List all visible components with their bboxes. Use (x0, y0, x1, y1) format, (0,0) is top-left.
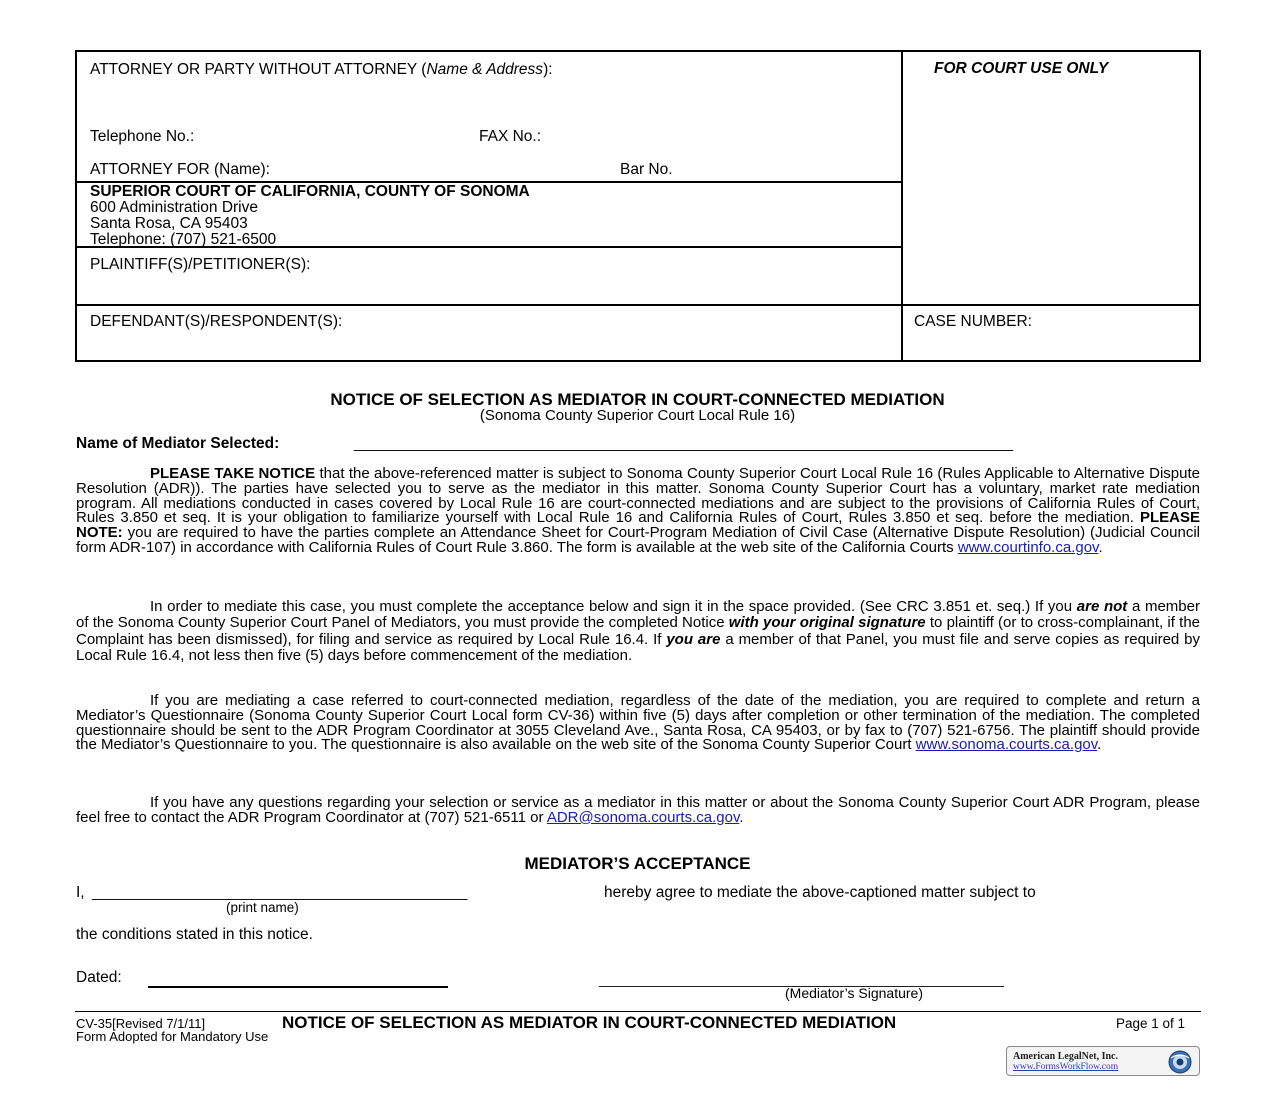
legalnet-badge[interactable] (1006, 1046, 1200, 1076)
plaintiff-label: PLAINTIFF(S)/PETITIONER(S): (90, 256, 311, 273)
acceptance-heading: MEDIATOR’S ACCEPTANCE (524, 854, 751, 873)
attorney-label: ATTORNEY OR PARTY WITHOUT ATTORNEY (Name & Address): (90, 61, 553, 78)
court-telephone: Telephone: (707) 521-6500 (90, 231, 277, 248)
page-number: Page 1 of 1 (1116, 1016, 1186, 1031)
case-number-label: CASE NUMBER: (914, 313, 1032, 330)
signature-label: (Mediator’s Signature) (785, 985, 923, 1001)
page-subtitle: (Sonoma County Superior Court Local Rule 16) (479, 407, 796, 424)
sonoma-courts-link[interactable]: www.sonoma.courts.ca.gov (915, 736, 1098, 754)
dated-field[interactable] (148, 986, 448, 988)
footer-rule (75, 1011, 1201, 1012)
attorney-for-label: ATTORNEY FOR (Name): (90, 161, 270, 178)
caption-divider-parties (77, 304, 1199, 306)
bar-no-label: Bar No. (620, 161, 673, 178)
fax-label: FAX No.: (479, 128, 542, 145)
defendant-label: DEFENDANT(S)/RESPONDENT(S): (90, 313, 343, 330)
form-adopted: Form Adopted for Mandatory Use (76, 1029, 269, 1044)
court-address-line2: Santa Rosa, CA 95403 (90, 215, 248, 232)
questionnaire-paragraph: If you are mediating a case referred to court-connected mediation, regardless of the date of the mediation, you are required to complete and return a Mediator’s Questionnaire (Sonoma County Superior Court Local form CV-36) within five (5) days after completion or other termination of the mediation. The completed questionnaire should be sent to the ADR Program Coordinator at 3055 Cleveland Ave., Santa Rosa, CA 95403, or by fax to (707) 521-6756. The plaintiff should provide the Mediator’s Questionnaire to you. The questionnaire is also available on the web site of the Sonoma County Superior Court www.sonoma.courts.ca.gov. (76, 692, 1200, 754)
footer-title: NOTICE OF SELECTION AS MEDIATOR IN COURT-CONNECTED MEDIATION (282, 1013, 897, 1032)
notice-paragraph: PLEASE TAKE NOTICE that the above-referenced matter is subject to Sonoma County Superior Court Local Rule 16 (Rules Applicable to Alternative Dispute Resolution (ADR)). The parties have selected you to serve as the mediator in this matter. Sonoma County Superior Court has a voluntary, market rate mediation program. All mediations conducted in cases covered by Local Rule 16 are court-connected mediations and are subject to the provisions of California Rules of Court, Rules 3.850 et seq. It is your obligation to familiarize yourself with Local Rule 16 and California Rules of Court, Rules 3.850 et seq. before the mediation. PLEASE NOTE: you are required to have the parties complete an Attendance Sheet for Court-Program Mediation of Civil Case (Alternative Dispute Resolution) (Judicial Council form ADR-107) in accordance with California Rules of Court Rule 3.860. The form is available at the web site of the California Courts www.courtinfo.ca.gov. (76, 465, 1200, 556)
court-address-line1: 600 Administration Drive (90, 199, 258, 216)
legalnet-url[interactable]: www.FormsWorkFlow.com (1013, 1062, 1119, 1072)
legalnet-name: American LegalNet, Inc. (1013, 1051, 1118, 1062)
courtinfo-link[interactable]: www.courtinfo.ca.gov (957, 538, 1099, 556)
globe-logo-icon (1167, 1049, 1193, 1075)
contact-paragraph: If you have any questions regarding your selection or service as a mediator in this matter or about the Sonoma County Superior Court ADR Program, please feel free to contact the ADR Program Coordinator at (707) 521-6511 or ADR@sonoma.courts.ca.gov. (76, 794, 1200, 826)
caption-box (75, 50, 1201, 362)
court-use-label: FOR COURT USE ONLY (934, 60, 1109, 77)
print-name-label: (print name) (226, 900, 299, 915)
mediator-name-label: Name of Mediator Selected: (76, 435, 280, 452)
page-title: NOTICE OF SELECTION AS MEDIATOR IN COURT-CONNECTED MEDIATION (330, 390, 945, 409)
acceptance-agree-text: hereby agree to mediate the above-captioned matter subject to (604, 884, 1036, 901)
telephone-label: Telephone No.: (90, 128, 195, 145)
court-name: SUPERIOR COURT OF CALIFORNIA, COUNTY OF SONOMA (90, 183, 530, 200)
acceptance-conditions: the conditions stated in this notice. (76, 926, 313, 943)
caption-divider-vertical (901, 52, 903, 360)
acceptance-i: I, (76, 884, 85, 901)
print-name-field[interactable]: _____________________________________________ (92, 884, 468, 901)
dated-label: Dated: (76, 969, 122, 986)
mediation-requirements-paragraph: In order to mediate this case, you must complete the acceptance below and sign it in the space provided. (See CRC 3.851 et. seq.) If you are not a member of the Sonoma County Superior Court Panel of Mediators, you must provide the completed Notice with your original signature to plaintiff (or to cross-complainant, if the Complaint has been dismissed), for filing and service as required by Local Rule 16.4. If you are a member of that Panel, you must file and serve copies as required by Local Rule 16.4, not less then five (5) days before commencement of the mediation. (76, 598, 1200, 664)
signature-field[interactable]: ____________________________________________________ (599, 971, 1004, 987)
mediator-name-field[interactable]: _______________________________________________________________________________ (354, 435, 1014, 452)
form-id: CV-35[Revised 7/1/11] (76, 1016, 206, 1031)
adr-email-link[interactable]: ADR@sonoma.courts.ca.gov (546, 808, 740, 826)
